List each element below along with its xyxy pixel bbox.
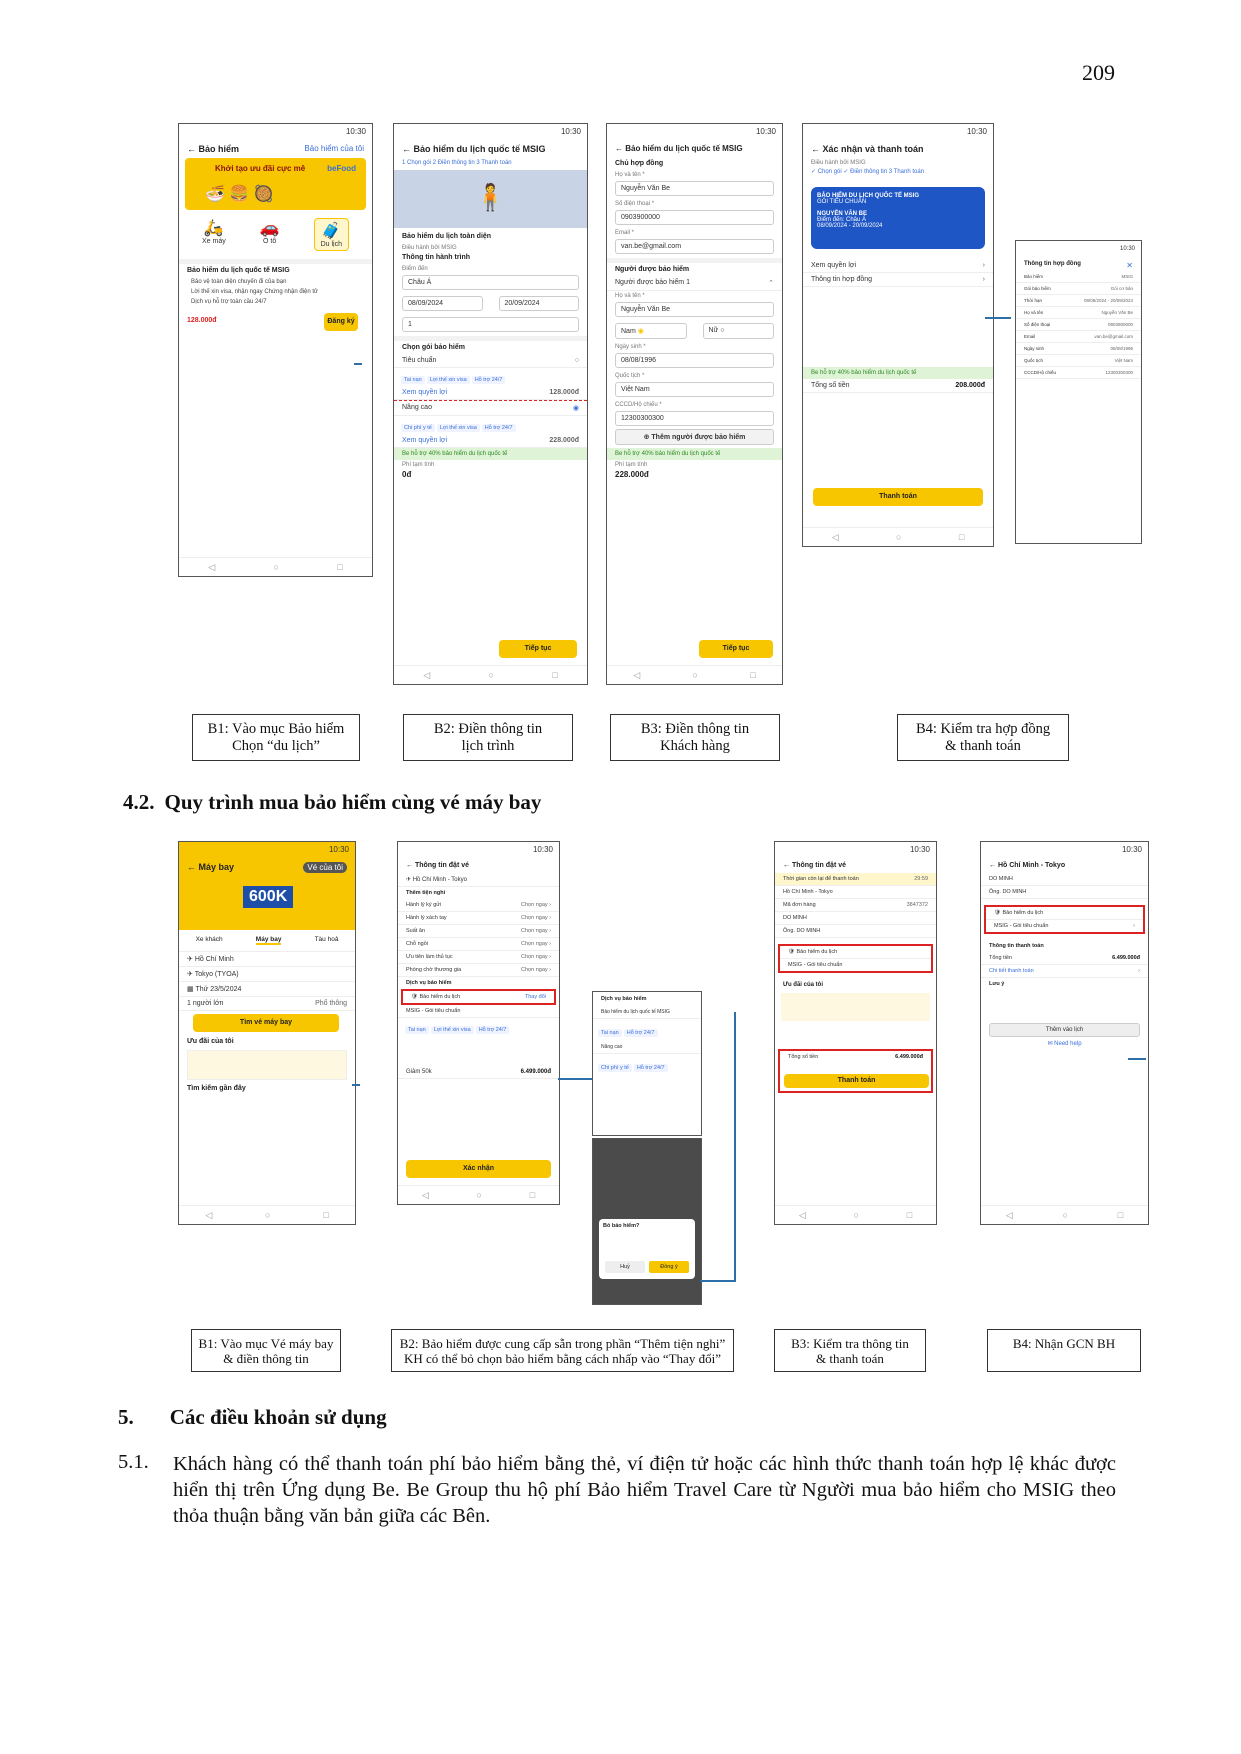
gender-male[interactable]: Nam ◉ bbox=[615, 323, 687, 339]
promo-banner[interactable]: Khởi tạo ưu đãi cực mê beFood 🍜 🍔 🥘 bbox=[185, 158, 366, 210]
insured-count-input[interactable]: 1 bbox=[402, 317, 579, 332]
insurance-row[interactable]: 🛡 Bảo hiểm du lịch Thay đổi bbox=[401, 989, 556, 1005]
phone-input[interactable]: 0903900000 bbox=[615, 210, 774, 225]
screen-header: ← Bảo hiểm Bảo hiểm của tôi bbox=[187, 144, 364, 154]
package-advanced[interactable]: Nâng cao ◉ bbox=[394, 400, 587, 416]
dob-input[interactable]: 08/08/1996 bbox=[615, 353, 774, 368]
page-number: 209 bbox=[1082, 60, 1115, 85]
tab-bus[interactable]: Xe khách bbox=[195, 936, 223, 943]
cancel-button[interactable]: Huỷ bbox=[605, 1261, 645, 1273]
policy-card: BẢO HIỂM DU LỊCH QUỐC TẾ MSIG GÓI TIÊU CHUẨN NGUYỄN VĂN BE Điểm đến: Châu Á 08/09/2024 - 20/09/2024 bbox=[811, 187, 985, 249]
benefits-link[interactable]: Xem quyền lợi › bbox=[803, 259, 993, 273]
caption-q4: B4: Nhận GCN BH bbox=[987, 1329, 1141, 1372]
flight-icon: ✈ bbox=[406, 877, 413, 883]
name-input[interactable]: Nguyễn Văn Be bbox=[615, 181, 774, 196]
back-arrow-icon[interactable]: ← bbox=[989, 862, 998, 869]
product-title: Bảo hiểm du lịch quốc tế MSIG bbox=[187, 267, 290, 274]
calendar-icon: ▦ bbox=[187, 986, 196, 993]
depart-date-input[interactable]: 08/09/2024 bbox=[402, 296, 483, 311]
destination-select[interactable]: Châu Á bbox=[402, 275, 579, 290]
product-photo bbox=[394, 170, 587, 228]
date-field[interactable]: ▦ Thứ 23/5/2024 bbox=[179, 982, 355, 997]
screen-remove-insurance-dialog bbox=[592, 1138, 702, 1305]
deal-card[interactable] bbox=[187, 1050, 347, 1080]
status-bar: 10:30 bbox=[345, 127, 366, 136]
my-tickets-button[interactable]: Vé của tôi bbox=[303, 862, 347, 873]
option-travel[interactable]: 🧳 Du lịch bbox=[314, 218, 349, 251]
mail-icon: ✉ bbox=[1047, 1041, 1055, 1047]
tab-train[interactable]: Tàu hoả bbox=[314, 936, 339, 943]
deal-card[interactable] bbox=[781, 993, 930, 1021]
motorbike-icon: 🛵 bbox=[203, 220, 224, 237]
screen-trip-info: 10:30 ← Bảo hiểm du lịch quốc tế MSIG 1 Chọn gói 2 Điền thông tin 3 Thanh toán 🧍 Bảo hiểm du lịch toàn diện Điều hành bởi MSIG Thông tin hành trình Điểm đến Châu Á 08/09/2024 20/09/2024 1 Chọn gói bảo hiểm Tiêu chuẩn ○ Tai nạn Lợi thế xin visa Hỗ trợ 24/7 Xem quyền lợi 128.000đ Nâng cao ◉ Chi phí y tế Lợi thế xin visa Hỗ trợ 24/7 Xem quyền lợi 228.000đ Be hỗ trợ 40% bảo hiểm du lịch quốc tế Phí tạm tính 0đ Tiếp tục ◁ ○ □ bbox=[393, 123, 588, 685]
screen-customer-info: 10:30 ← Bảo hiểm du lịch quốc tế MSIG Chủ hợp đồng Họ và tên * Nguyễn Văn Be Số điện thoại * 0903900000 Email * van.be@gmail.com Người được bảo hiểm Người được bảo hiểm 1 ⌃ Họ và tên * Nguyễn Văn Be Nam ◉ Nữ ○ Ngày sinh * 08/08/1996 Quốc tịch * Việt Nam CCCD/Hộ chiếu * 12300300300 ⊕ Thêm người được bảo hiểm Be hỗ trợ 40% bảo hiểm du lịch quốc tế Phí tạm tính 228.000đ Tiếp tục ◁ ○ □ bbox=[606, 123, 783, 685]
confirm-button[interactable]: Xác nhận bbox=[406, 1160, 551, 1178]
shield-icon: 🛡 bbox=[788, 949, 797, 955]
plane-icon: ✈ bbox=[187, 956, 195, 963]
pay-button[interactable]: Thanh toán bbox=[784, 1074, 929, 1088]
screen-payment-check: 10:30 ← Thông tin đặt vé Thời gian còn lại để thanh toán 29:59 Hồ Chí Minh - Tokyo Mã đơn hàng 3847372 DO MINH Ông. DO MINH 🛡 Bảo hiểm du lịch MSIG - Gói tiêu chuẩn Ưu đãi của tôi Tổng số tiền 6.499.000đ Thanh toán ◁ ○ □ bbox=[774, 841, 937, 1225]
insurance-box[interactable]: 🛡 Bảo hiểm du lịch MSIG - Gói tiêu chuẩn bbox=[778, 944, 933, 973]
nationality-select[interactable]: Việt Nam bbox=[615, 382, 774, 397]
contract-info-link[interactable]: Thông tin hợp đồng › bbox=[803, 273, 993, 287]
help-link[interactable]: ✉ Need help bbox=[1047, 1041, 1082, 1047]
return-date-input[interactable]: 20/09/2024 bbox=[499, 296, 580, 311]
shield-icon: 🛡 bbox=[411, 994, 420, 1000]
register-button[interactable]: Đăng ký bbox=[324, 313, 358, 331]
shield-icon: 🛡 bbox=[994, 910, 1003, 916]
caption-b1: B1: Vào mục Bảo hiểm Chọn “du lịch” bbox=[192, 714, 360, 761]
certificate-box[interactable]: 🛡 Bảo hiểm du lịch MSIG - Gói tiêu chuẩn › bbox=[984, 905, 1145, 934]
caption-q2: B2: Bảo hiểm được cung cấp sẵn trong phần “Thêm tiện nghi” KH có thể bỏ chọn bảo hiểm bằng cách nhấp vào “Thay đổi” bbox=[391, 1329, 734, 1372]
chevron-up-icon: ⌃ bbox=[768, 280, 774, 287]
search-flight-button[interactable]: Tìm vé máy bay bbox=[193, 1014, 339, 1032]
option-car[interactable]: 🚗 Ô tô bbox=[259, 220, 280, 245]
screen-confirm-payment: 10:30 ← Xác nhận và thanh toán Điều hành bởi MSIG ✓ Chọn gói ✓ Điền thông tin 3 Thanh toán BẢO HIỂM DU LỊCH QUỐC TẾ MSIG GÓI TIÊU CHUẨN NGUYỄN VĂN BE Điểm đến: Châu Á 08/09/2024 - 20/09/2024 Xem quyền lợi › Thông tin hợp đồng › Be hỗ trợ 40% bảo hiểm du lịch quốc tế Tổng số tiền 208.000đ Thanh toán ◁ ○ □ bbox=[802, 123, 994, 547]
food-icon: 🍜 🍔 🥘 bbox=[205, 186, 274, 203]
screen-insurance-home: 10:30 ← Bảo hiểm Bảo hiểm của tôi Khởi tạo ưu đãi cực mê beFood 🍜 🍔 🥘 🛵 Xe máy 🚗 Ô tô 🧳 Du lịch Bảo hiểm du lịch quốc tế MSIG Bảo vệ toàn diện chuyến đi của bạn Lời thế xin visa, nhận ngay Chứng nhận điện tử Dịch vụ hỗ trợ toàn cầu 24/7 128.000đ Đăng ký ◁ ○ □ bbox=[178, 123, 373, 577]
add-insured-button[interactable]: ⊕ Thêm người được bảo hiểm bbox=[615, 429, 774, 445]
person-icon: 🧍 bbox=[474, 182, 507, 212]
section-4-2-heading: 4.2. Quy trình mua bảo hiểm cùng vé máy bay bbox=[123, 790, 542, 814]
toggle-icon: ◉ bbox=[572, 405, 579, 412]
from-field[interactable]: ✈ Hồ Chí Minh bbox=[179, 952, 355, 967]
travel-icon: 🧳 bbox=[321, 223, 342, 240]
tab-flight[interactable]: Máy bay bbox=[255, 936, 282, 943]
gender-female[interactable]: Nữ ○ bbox=[703, 323, 775, 339]
product-price: 128.000đ bbox=[187, 317, 217, 324]
back-arrow-icon[interactable]: ← bbox=[402, 144, 414, 154]
caption-b4: B4: Kiểm tra hợp đồng & thanh toán bbox=[897, 714, 1069, 761]
caption-b2: B2: Điền thông tin lịch trình bbox=[403, 714, 573, 761]
back-arrow-icon[interactable]: ← bbox=[783, 862, 792, 869]
close-icon[interactable]: ✕ bbox=[1126, 261, 1133, 270]
agree-button[interactable]: Đồng ý bbox=[649, 1261, 689, 1273]
promo-banner[interactable]: 600K bbox=[179, 876, 355, 930]
back-arrow-icon[interactable]: ← bbox=[187, 144, 199, 154]
screen-booking-info: 10:30 ← Thông tin đặt vé ✈ Hồ Chí Minh - Tokyo Thêm tiện nghi Hành lý ký gửi Chọn ngay › Hành lý xách tay Chọn ngay › Suất ăn Chọn ngay › Chỗ ngồi Chọn ngay › Ưu tiên làm thủ tục Chọn ngay › Phòng chờ thương gia Chọn ngay › Dịch vụ bảo hiểm 🛡 Bảo hiểm du lịch Thay đổi MSIG - Gói tiêu chuẩn Tai nạn Lợi thế xin visa Hỗ trợ 24/7 Giảm 50k 6.499.000đ Xác nhận ◁ ○ □ bbox=[397, 841, 560, 1205]
back-arrow-icon[interactable]: ← bbox=[615, 144, 626, 153]
package-standard[interactable]: Tiêu chuẩn ○ bbox=[394, 354, 587, 368]
section-5-heading: 5. Các điều khoản sử dụng bbox=[118, 1405, 387, 1429]
my-insurance-link[interactable]: Bảo hiểm của tôi bbox=[304, 144, 364, 153]
payment-box: Tổng số tiền 6.499.000đ Thanh toán bbox=[778, 1049, 933, 1093]
clause-5-1-number: 5.1. bbox=[118, 1451, 149, 1473]
back-arrow-icon[interactable]: ← bbox=[187, 862, 199, 872]
screen-insurance-certificate: 10:30 ← Hồ Chí Minh - Tokyo DO MINH Ông. DO MINH 🛡 Bảo hiểm du lịch MSIG - Gói tiêu chuẩn › Thông tin thanh toán Tổng tiền 6.499.000đ Chi tiết thanh toán › Lưu ý Thêm vào lịch ✉ Need help ◁ ○ □ bbox=[980, 841, 1149, 1225]
email-input[interactable]: van.be@gmail.com bbox=[615, 239, 774, 254]
option-motorbike[interactable]: 🛵 Xe máy bbox=[201, 220, 226, 245]
pay-button[interactable]: Thanh toán bbox=[813, 488, 983, 506]
car-icon: 🚗 bbox=[259, 220, 280, 237]
radio-icon: ○ bbox=[574, 357, 579, 364]
caption-b3: B3: Điền thông tin Khách hàng bbox=[610, 714, 780, 761]
add-calendar-button[interactable]: Thêm vào lịch bbox=[989, 1023, 1140, 1037]
confirm-dialog: Bỏ bảo hiểm? Huỷ Đồng ý bbox=[599, 1219, 695, 1279]
id-input[interactable]: 12300300300 bbox=[615, 411, 774, 426]
screen-contract-info: 10:30 Thông tin hợp đồng ✕ Bảo hiểm MSIG Gói bảo hiểm Gói cơ bản Thời hạn 08/09/2024 - 20/09/2024 Họ và tên Nguyễn Văn Be Số điện thoại 0903900000 Email van.be@gmail.com Ngày sinh 08/08/1996 Quốc tịch Việt Nam CCCD/Hộ chiếu 12300300300 bbox=[1015, 240, 1142, 544]
back-arrow-icon[interactable]: ← bbox=[811, 144, 823, 154]
caption-q3: B3: Kiểm tra thông tin & thanh toán bbox=[774, 1329, 926, 1372]
caption-q1: B1: Vào mục Vé máy bay & điền thông tin bbox=[191, 1329, 341, 1372]
to-field[interactable]: ✈ Tokyo (TYOA) bbox=[179, 967, 355, 982]
plane-icon: ✈ bbox=[187, 971, 195, 978]
clause-5-1-text: Khách hàng có thể thanh toán phí bảo hiểm bằng thẻ, ví điện tử hoặc các hình thức thanh toán hợp lệ khác được hiển thị trên Ứng dụng Be. Be Group thu hộ phí Bảo hiểm Travel Care từ Người mua bảo hiểm cho MSIG theo thỏa thuận bằng văn bản giữa các Bên. bbox=[173, 1453, 1116, 1527]
android-nav: ◁ ○ □ bbox=[179, 557, 372, 576]
screen-insurance-service: Dịch vụ bảo hiểm Bảo hiểm du lịch quốc tế MSIG Tai nạn Hỗ trợ 24/7 Nâng cao Chi phí y tế Hỗ trợ 24/7 bbox=[592, 991, 702, 1136]
continue-button[interactable]: Tiếp tục bbox=[499, 640, 577, 658]
passenger-field[interactable]: 1 người lớn Phổ thông bbox=[179, 997, 355, 1011]
back-arrow-icon[interactable]: ← bbox=[406, 862, 415, 869]
screen-flight-search: 10:30 ← Máy bay Vé của tôi 600K Xe khách Máy bay Tàu hoả ✈ Hồ Chí Minh ✈ Tokyo (TYOA) ▦ Thứ 23/5/2024 1 người lớn Phổ thông Tìm vé máy bay Ưu đãi của tôi Tìm kiếm gần đây ◁ ○ □ bbox=[178, 841, 356, 1225]
continue-button[interactable]: Tiếp tục bbox=[699, 640, 773, 658]
